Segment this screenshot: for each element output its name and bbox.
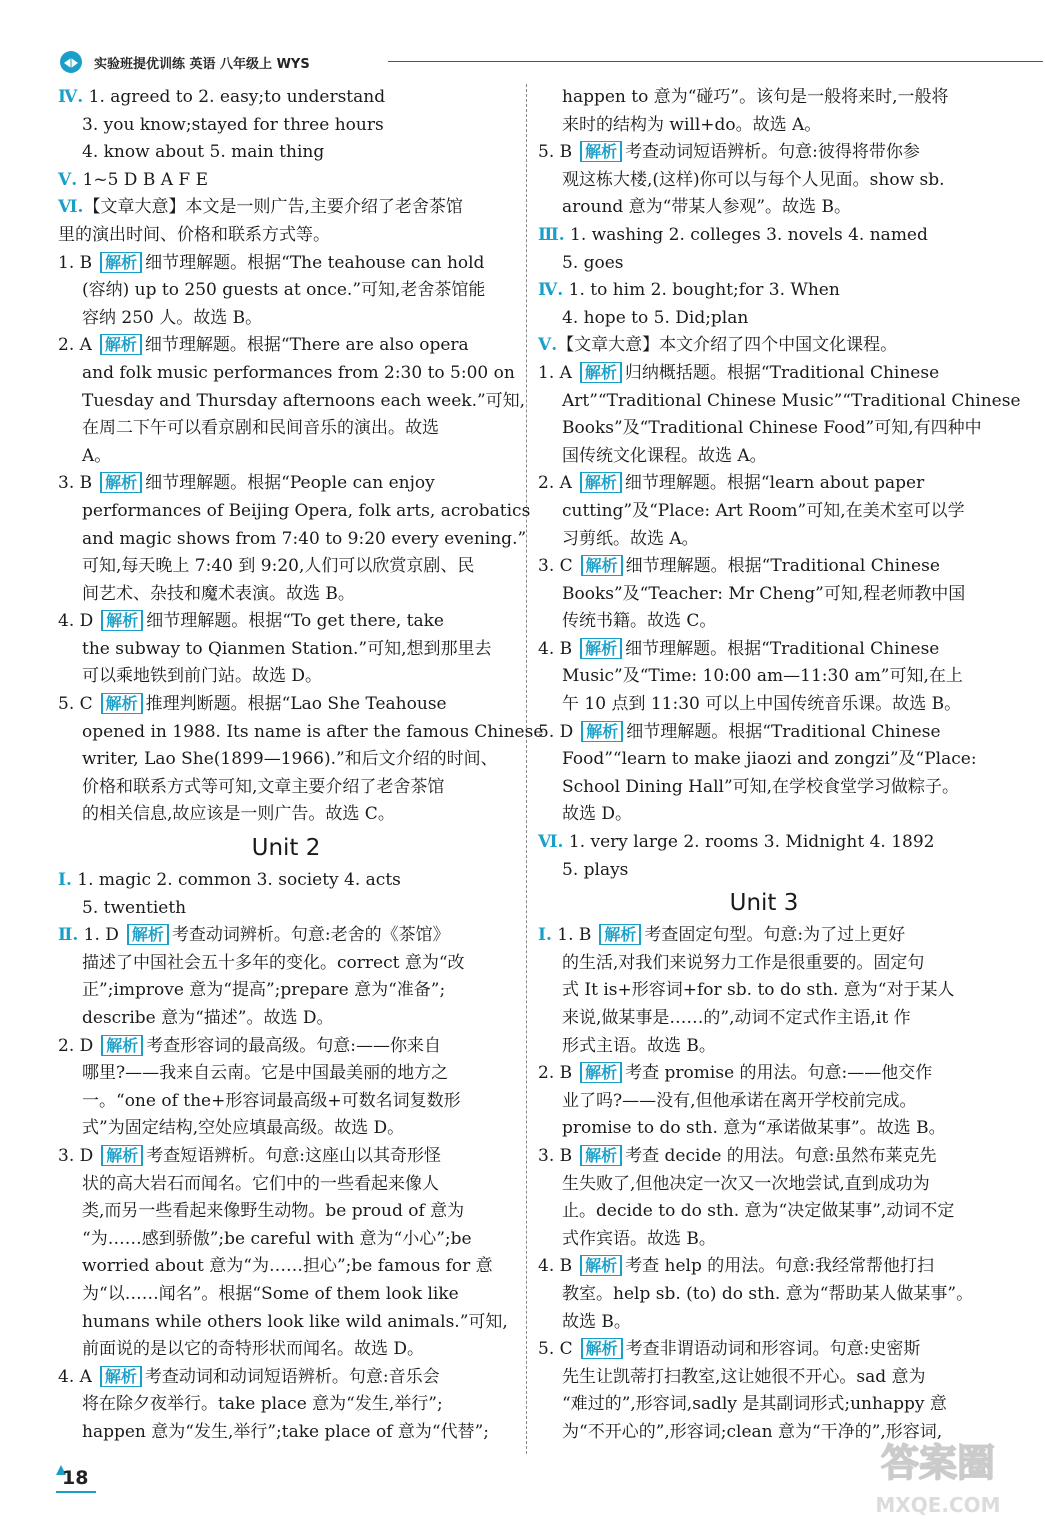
text-line	[538, 636, 990, 664]
line-text-rest: 细节理解题。根据“Traditional Chinese	[626, 721, 941, 742]
line-text: 1. agreed to 2. easy;to understand	[83, 87, 386, 107]
line-text: writer, Lao She(1899—1966).”和后文介绍的时间、	[82, 749, 498, 770]
line-text: the subway to Qianmen Station.”可知,想到那里去	[82, 638, 492, 659]
text-line	[538, 977, 990, 1005]
line-text: 里的演出时间、价格和联系方式等。	[58, 224, 330, 245]
line-text: 1. D	[78, 925, 119, 946]
text-line	[538, 1309, 990, 1337]
line-text-rest: 细节理解题。根据“learn about paper	[624, 473, 925, 494]
text-line	[58, 691, 514, 719]
text-line	[58, 1419, 514, 1447]
text-line	[58, 470, 514, 498]
text-line	[538, 1198, 990, 1226]
line-text: 1. washing 2. colleges 3. novels 4. named	[564, 224, 928, 245]
text-line	[58, 719, 544, 747]
text-line	[58, 332, 514, 360]
line-text: 1. very large 2. rooms 3. Midnight 4. 1892	[563, 832, 935, 853]
text-line	[58, 774, 514, 802]
line-text: 在周二下午可以看京剧和民间音乐的演出。故选	[82, 418, 439, 439]
book-logo-icon	[58, 50, 84, 74]
line-text: and folk music performances from 2:30 to 5:00 on	[82, 362, 515, 383]
line-text: “为……感到骄傲”;be careful with 意为“小心”;be	[82, 1228, 472, 1249]
line-text: Food”“learn to make jiaozi and zongzi”及“Place:	[562, 749, 977, 770]
line-text: 形式主语。故选 B。	[562, 1035, 716, 1056]
unit-heading: Unit 3	[729, 890, 799, 917]
text-line	[538, 139, 990, 167]
line-text: 式”为固定结构,空处应填最高级。故选 D。	[82, 1118, 405, 1139]
line-text: 式作宾语。故选 B。	[562, 1228, 716, 1249]
line-text: 观这栋大楼,(这样)你可以与每个人见面。show sb.	[562, 169, 945, 190]
analysis-tag: 解析	[101, 1145, 143, 1166]
line-text: cutting”及“Place: Art Room”可知,在美术室可以学	[562, 500, 965, 521]
text-line	[538, 746, 990, 774]
text-line	[58, 360, 514, 388]
line-text: 类,而另一些看起来像野生动物。be proud of 意为	[82, 1201, 465, 1222]
text-line	[58, 222, 514, 250]
analysis-tag: 解析	[580, 638, 622, 659]
text-line	[538, 774, 990, 802]
text-line	[538, 332, 990, 360]
line-text: 4. know about 5. main thing	[82, 142, 325, 163]
text-line	[538, 277, 990, 305]
line-text-rest: 考查 help 的用法。句意:我经常帮他打扫	[625, 1256, 935, 1277]
section-number: Ⅰ.	[538, 925, 552, 946]
text-line	[58, 1391, 514, 1419]
line-text: and magic shows from 7:40 to 9:20 every evening.”	[82, 528, 527, 549]
line-text: 教室。help sb. (to) do sth. 意为“帮助某人做某事”。	[562, 1283, 974, 1304]
line-text: 状的高大岩石而闻名。它们中的一些看起来像人	[82, 1173, 439, 1194]
analysis-tag: 解析	[581, 1338, 623, 1359]
line-text-rest: 归纳概括题。根据“Traditional Chinese	[624, 362, 940, 383]
line-text: 正”;improve 意为“提高”;prepare 意为“准备”;	[82, 980, 446, 1001]
line-text: happen to 意为“碰巧”。该句是一般将来时,一般将	[562, 87, 949, 107]
line-text: 5. plays	[562, 859, 629, 880]
text-line	[538, 1336, 990, 1364]
line-text-rest: 考查短语辨析。句意:这座山以其奇形怪	[146, 1145, 442, 1166]
line-text: 1. magic 2. common 3. society 4. acts	[71, 870, 401, 891]
section-number: Ⅱ.	[58, 925, 79, 946]
line-text: 来说,做某事是……的”,动词不定式作主语,it 作	[562, 1008, 911, 1028]
text-line	[58, 922, 514, 950]
analysis-tag: 解析	[580, 362, 622, 383]
line-text-rest: 细节理解题。根据“There are also opera	[144, 335, 469, 356]
line-text: 5. goes	[562, 252, 624, 273]
analysis-tag: 解析	[100, 472, 142, 493]
section-number: Ⅵ.	[58, 197, 84, 218]
section-number: Ⅰ.	[58, 870, 72, 891]
unit-heading: Unit 2	[251, 835, 321, 862]
line-text: 2. D	[58, 1035, 94, 1056]
line-text: Books”及“Traditional Chinese Food”可知,有四种中	[562, 418, 982, 439]
analysis-tag: 解析	[580, 141, 622, 162]
text-line	[58, 1226, 514, 1254]
line-text-rest: 考查非谓语动词和形容词。句意:史密斯	[625, 1339, 921, 1360]
text-line	[58, 1115, 514, 1143]
line-text: 可以乘地铁到前门站。故选 D。	[82, 666, 323, 687]
text-line	[538, 1391, 990, 1419]
text-line	[58, 1198, 514, 1226]
text-line	[538, 112, 990, 140]
analysis-tag: 解析	[581, 721, 623, 742]
text-line	[538, 950, 990, 978]
text-line	[538, 194, 990, 222]
page-number	[56, 1465, 92, 1495]
line-text: opened in 1988. Its name is after the famous Chinese	[82, 721, 544, 742]
line-text-rest: 细节理解题。根据“People can enjoy	[145, 473, 435, 494]
line-text: worried about 意为“为……担心”;be famous for 意	[82, 1256, 493, 1277]
line-text: 5. B	[538, 142, 573, 163]
text-line	[58, 388, 526, 416]
text-line	[58, 1309, 514, 1337]
line-text: 2. A	[58, 335, 92, 356]
text-line	[58, 977, 514, 1005]
line-text: 5. twentieth	[82, 897, 187, 918]
line-text-rest: 细节理解题。根据“Traditional Chinese	[625, 556, 940, 577]
section-number: Ⅴ.	[538, 335, 558, 356]
line-text: 4. D	[58, 611, 94, 632]
text-line	[538, 1281, 990, 1309]
line-text: 3. B	[538, 1145, 573, 1166]
text-line	[538, 526, 990, 554]
section-number: Ⅳ.	[538, 280, 564, 301]
line-text: 国传统文化课程。故选 A。	[562, 445, 767, 466]
text-line	[538, 581, 990, 609]
text-line	[538, 388, 1021, 416]
text-line	[58, 1005, 514, 1033]
svg-text:MXQE.COM: MXQE.COM	[875, 1493, 1001, 1517]
line-text-rest: 考查 promise 的用法。句意:——他交作	[625, 1063, 933, 1084]
text-line	[58, 1336, 514, 1364]
text-line	[538, 167, 990, 195]
line-text-rest: 细节理解题。根据“The teahouse can hold	[145, 252, 485, 273]
line-text: 的相关信息,故应该是一则广告。故选 C。	[82, 804, 395, 825]
text-line	[538, 84, 990, 112]
text-line	[538, 1088, 990, 1116]
text-line	[538, 415, 990, 443]
line-text: 【文章大意】本文是一则广告,主要介绍了老舍茶馆	[83, 197, 463, 218]
line-text: 1. B	[551, 925, 592, 946]
text-line	[58, 801, 514, 829]
line-text: 故选 B。	[562, 1311, 631, 1332]
line-text-rest: 考查固定句型。句意:为了过上更好	[644, 925, 906, 946]
text-line	[58, 277, 514, 305]
line-text: 生失败了,但他决定一次又一次地尝试,直到成功为	[562, 1173, 930, 1194]
text-line	[538, 1033, 990, 1061]
line-text: around 意为“带某人参观”。故选 B。	[562, 197, 851, 218]
line-text: 容纳 250 人。故选 B。	[82, 307, 263, 328]
header-rule	[388, 61, 1043, 62]
text-line	[538, 719, 990, 747]
analysis-tag: 解析	[581, 555, 623, 576]
text-line	[538, 222, 990, 250]
line-text: 故选 D。	[562, 804, 633, 825]
line-text: humans while others look like wild animals.”可知,	[82, 1311, 508, 1332]
analysis-tag: 解析	[100, 252, 142, 273]
text-line	[538, 801, 990, 829]
text-line	[58, 498, 531, 526]
text-line	[538, 1005, 990, 1033]
line-text: “难过的”,形容词,sadly 是其副词形式;unhappy 意	[562, 1394, 947, 1415]
line-text-rest: 考查 decide 的用法。句意:虽然布莱克先	[625, 1145, 937, 1166]
text-line	[58, 553, 514, 581]
line-text: 哪里?——我来自云南。它是中国最美丽的地方之	[82, 1063, 449, 1084]
line-text: promise to do sth. 意为“承诺做某事”。故选 B。	[562, 1118, 946, 1139]
line-text: 先生让凯蒂打扫教室,这让她很不开心。sad 意为	[562, 1366, 926, 1387]
analysis-tag: 解析	[101, 610, 143, 631]
text-line	[58, 526, 527, 554]
text-line	[538, 360, 990, 388]
line-text: 来时的结构为 will+do。故选 A。	[562, 114, 822, 135]
line-text: 4. hope to 5. Did;plan	[562, 307, 749, 328]
page-number-bar	[56, 1491, 96, 1493]
line-text: 业了吗?——没有,但他承诺在离开学校前完成。	[562, 1090, 917, 1111]
section-number: Ⅴ.	[58, 169, 78, 190]
line-text: Art”“Traditional Chinese Music”“Traditional Chinese	[562, 390, 1021, 411]
line-text: 5. C	[58, 694, 93, 715]
text-line	[58, 1033, 514, 1061]
analysis-tag: 解析	[101, 1035, 143, 1056]
text-line	[58, 84, 514, 112]
line-text: 3. C	[538, 556, 573, 577]
line-text: 1~5 D B A F E	[77, 169, 209, 190]
line-text: Music”及“Time: 10:00 am—11:30 am”可知,在上	[562, 666, 963, 687]
analysis-tag: 解析	[101, 693, 143, 714]
analysis-tag: 解析	[127, 924, 169, 945]
text-line	[538, 1115, 990, 1143]
text-line	[538, 829, 990, 857]
line-text-rest: 细节理解题。根据“Traditional Chinese	[625, 638, 940, 659]
text-line	[58, 1364, 514, 1392]
text-line	[58, 305, 514, 333]
line-text: 一。“one of the+形容词最高级+可数名词复数形	[82, 1090, 461, 1111]
line-text: 4. B	[538, 1256, 573, 1277]
text-line	[538, 1364, 990, 1392]
line-text: 4. A	[58, 1366, 92, 1387]
text-line	[58, 867, 514, 895]
line-text: 5. D	[538, 721, 574, 742]
line-text: 5. C	[538, 1339, 573, 1360]
text-line	[58, 1253, 514, 1281]
line-text: 习剪纸。故选 A。	[562, 528, 699, 549]
analysis-tag: 解析	[599, 924, 641, 945]
line-text: 可知,每天晚上 7:40 到 9:20,人们可以欣赏京剧、民	[82, 556, 475, 577]
line-text-rest: 推理判断题。根据“Lao She Teahouse	[145, 694, 447, 715]
line-text: 1. A	[538, 362, 572, 383]
line-text-rest: 考查动词短语辨析。句意:彼得将带你参	[625, 142, 920, 163]
text-line	[58, 1143, 514, 1171]
analysis-tag: 解析	[580, 1062, 622, 1083]
line-text: 3. B	[58, 473, 93, 494]
svg-text:答案圈: 答案圈	[880, 1441, 996, 1485]
text-line	[58, 581, 514, 609]
text-line	[58, 167, 514, 195]
text-line	[58, 139, 514, 167]
text-line	[58, 636, 514, 664]
line-text: 4. B	[538, 638, 573, 659]
text-line	[58, 1060, 514, 1088]
line-text: A。	[82, 445, 112, 466]
line-text: happen 意为“发生,举行”;take place of 意为“代替”;	[82, 1421, 489, 1442]
page-header	[58, 50, 983, 76]
text-line	[538, 922, 990, 950]
analysis-tag: 解析	[100, 334, 142, 355]
text-line	[538, 857, 990, 885]
text-line	[538, 250, 990, 278]
text-line	[538, 498, 990, 526]
line-text: Books”及“Teacher: Mr Cheng”可知,程老师教中国	[562, 583, 966, 604]
line-text: 价格和联系方式等可知,文章主要介绍了老舍茶馆	[82, 776, 445, 797]
text-line	[58, 250, 514, 278]
line-text-rest: 考查形容词的最高级。句意:——你来自	[146, 1035, 442, 1056]
line-text: 午 10 点到 11:30 可以上中国传统音乐课。故选 B。	[562, 694, 962, 715]
text-line	[538, 470, 990, 498]
text-line	[538, 1143, 990, 1171]
text-line	[538, 1171, 990, 1199]
analysis-tag: 解析	[580, 1145, 622, 1166]
line-text-rest: 细节理解题。根据“To get there, take	[146, 611, 444, 632]
line-text: (容纳) up to 250 guests at once.”可知,老舍茶馆能	[82, 280, 486, 301]
section-number: Ⅵ.	[538, 832, 564, 853]
line-text: 1. to him 2. bought;for 3. When	[563, 280, 840, 301]
section-number: Ⅳ.	[58, 87, 84, 107]
text-line	[58, 194, 514, 222]
text-line	[538, 663, 990, 691]
text-line	[538, 1060, 990, 1088]
text-line	[58, 1088, 514, 1116]
line-text: 1. B	[58, 252, 93, 273]
text-line	[58, 415, 514, 443]
line-text: School Dining Hall”可知,在学校食堂学习做粽子。	[562, 776, 960, 797]
line-text: 式 It is+形容词+for sb. to do sth. 意为“对于某人	[562, 980, 955, 1001]
text-line	[538, 443, 990, 471]
text-line	[58, 112, 514, 140]
column-divider	[526, 84, 527, 1454]
text-line	[538, 305, 990, 333]
line-text: 描述了中国社会五十多年的变化。correct 意为“改	[82, 952, 465, 973]
line-text: 3. you know;stayed for three hours	[82, 114, 384, 135]
text-line	[538, 553, 990, 581]
line-text: 将在除夕夜举行。take place 意为“发生,举行”;	[82, 1394, 443, 1415]
left-column	[58, 84, 544, 1447]
text-line	[58, 895, 514, 923]
line-text: 为“不开心的”,形容词;clean 意为“干净的”,形容词,	[562, 1421, 943, 1442]
line-text: 前面说的是以它的奇特形状而闻名。故选 D。	[82, 1339, 425, 1360]
text-line	[538, 608, 990, 636]
line-text: 【文章大意】本文介绍了四个中国文化课程。	[557, 335, 898, 356]
text-line	[58, 746, 514, 774]
text-line	[58, 1281, 514, 1309]
line-text: describe 意为“描述”。故选 D。	[82, 1008, 334, 1028]
text-line	[538, 691, 990, 719]
section-number: Ⅲ.	[538, 224, 565, 245]
analysis-tag: 解析	[580, 472, 622, 493]
text-line	[538, 1253, 990, 1281]
analysis-tag: 解析	[580, 1255, 622, 1276]
analysis-tag: 解析	[100, 1366, 142, 1387]
line-text: 间艺术、杂技和魔术表演。故选 B。	[82, 583, 355, 604]
right-column	[538, 84, 1021, 1447]
watermark-logo	[868, 1424, 1008, 1524]
text-line	[58, 443, 514, 471]
line-text: Tuesday and Thursday afternoons each week.”可知,	[82, 390, 526, 411]
text-line	[58, 1171, 514, 1199]
text-line	[538, 1226, 990, 1254]
line-text: performances of Beijing Opera, folk arts, acrobatics	[82, 500, 531, 521]
line-text: 为“以……闻名”。根据“Some of them look like	[82, 1283, 459, 1304]
line-text: 3. D	[58, 1145, 94, 1166]
line-text: 2. A	[538, 473, 572, 494]
line-text: 2. B	[538, 1063, 573, 1084]
text-line	[58, 950, 514, 978]
page-number-text: 18	[62, 1467, 89, 1489]
text-line	[58, 608, 514, 636]
line-text-rest: 考查动词辨析。句意:老舍的《茶馆》	[171, 925, 450, 946]
line-text: 的生活,对我们来说努力工作是很重要的。固定句	[562, 952, 925, 973]
header-title: 实验班提优训练 英语 八年级上 WYS	[94, 57, 310, 72]
line-text: 传统书籍。故选 C。	[562, 611, 717, 632]
line-text: 止。decide to do sth. 意为“决定做某事”,动词不定	[562, 1201, 955, 1222]
text-line	[58, 663, 514, 691]
line-text-rest: 考查动词和动词短语辨析。句意:音乐会	[144, 1366, 440, 1387]
